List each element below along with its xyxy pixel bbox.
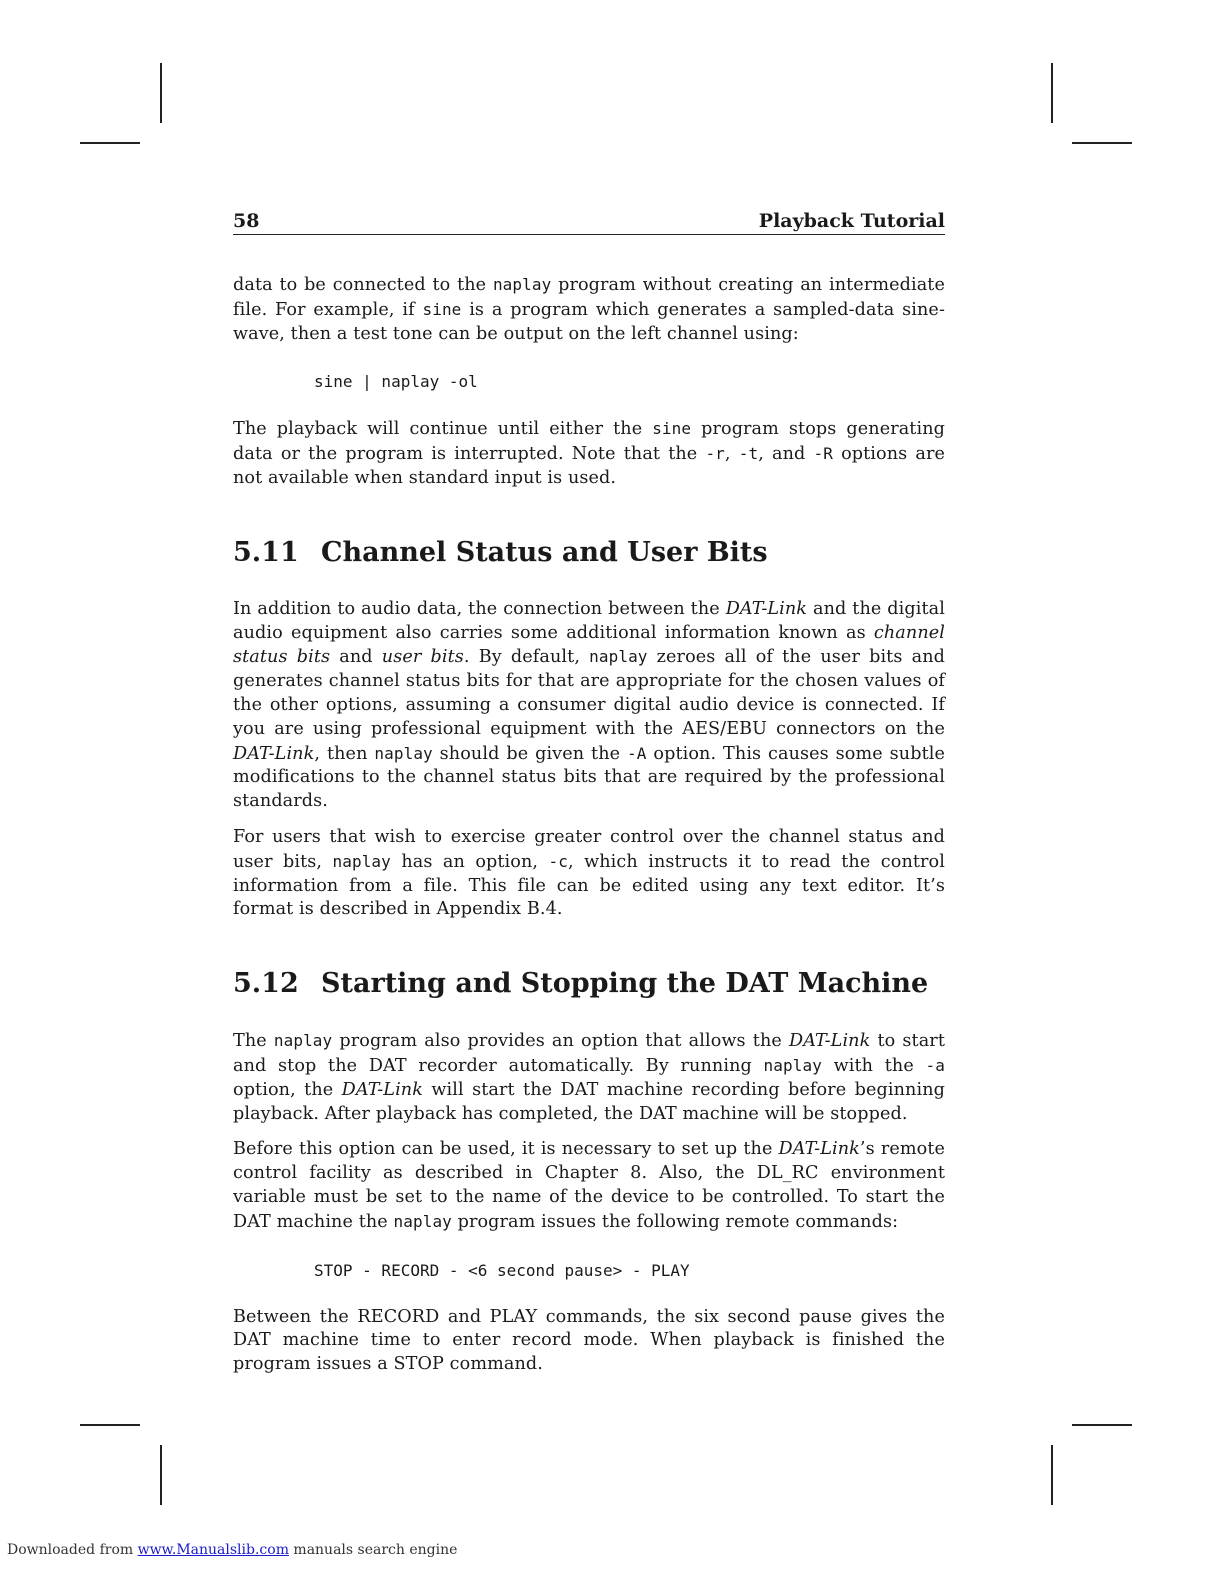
- section-5-12-paragraph-2: Before this option can be used, it is necessary to set up the DAT-Link’s remote control facility as described in Chapter 8. Also, the DL_RC environment variable must be set to the name of the device to be controlled. To start the DAT machine the naplay program issues the following remote commands:: [233, 1139, 946, 1232]
- page-number: 58: [233, 210, 260, 232]
- section-heading-5-11: [233, 537, 945, 568]
- manualslib-link[interactable]: www.Manualslib.com: [137, 1542, 289, 1558]
- section-number: 5.11: [233, 536, 299, 568]
- download-footer: Downloaded from www.Manualslib.com manuals search engine: [7, 1542, 458, 1558]
- section-number: 5.12: [233, 968, 299, 1000]
- code-example-pipe: sine | naplay -ol: [314, 372, 478, 392]
- section-title: Starting and Stopping the DAT Machine: [321, 968, 929, 1000]
- section-5-12-paragraph-1: The naplay program also provides an option that allows the DAT-Link to start and stop the DAT recorder automatically. By running naplay with the -a option, the DAT-Link will start the DAT machine recording before beginning playback. After playback has completed, the DAT machine will be stopped.: [233, 1031, 945, 1124]
- intro-paragraph-2: The playback will continue until either the sine program stops generating data or the program is interrupted. Note that the -r, -t, and -R options are not available when standard input is used.: [233, 419, 946, 488]
- section-heading-5-12: [233, 968, 945, 999]
- running-header: [233, 210, 945, 235]
- crop-mark: [1072, 1424, 1132, 1426]
- crop-mark: [1072, 142, 1132, 144]
- section-5-12-paragraph-3: Between the RECORD and PLAY commands, the six second pause gives the DAT machine time to enter record mode. When playback is finished the program issues a STOP command.: [233, 1306, 945, 1375]
- page-content: [233, 210, 945, 1377]
- code-example-remote-commands: STOP - RECORD - <6 second pause> - PLAY: [314, 1260, 690, 1280]
- crop-mark: [1051, 63, 1053, 123]
- chapter-title: Playback Tutorial: [758, 210, 945, 232]
- crop-mark: [80, 1424, 140, 1426]
- crop-mark: [80, 142, 140, 144]
- crop-mark: [1051, 1445, 1053, 1505]
- crop-mark: [160, 63, 162, 123]
- intro-paragraph-1: data to be connected to the naplay program without creating an intermediate file. For example, if sine is a program which generates a sampled-data sine-wave, then a test tone can be output on the left channel using:: [233, 275, 945, 344]
- section-5-11-paragraph-1: In addition to audio data, the connection between the DAT-Link and the digital audio equipment also carries some additional information known as channel status bits and user bits. By default, naplay zeroes all of the user bits and generates channel status bits for that are appropriate for the chosen values of the other options, assuming a consumer digital audio device is connected. If you are using professional equipment with the AES/EBU connectors on the DAT-Link, then naplay should be given the -A option. This causes some subtle modifications to the channel status bits that are required by the professional standards.: [233, 598, 946, 812]
- crop-mark: [160, 1445, 162, 1505]
- section-5-11-paragraph-2: For users that wish to exercise greater control over the channel status and user bits, naplay has an option, -c, which instructs it to read the control information from a file. This file can be edited using any text editor. It’s format is described in Appendix B.4.: [233, 826, 945, 920]
- section-title: Channel Status and User Bits: [321, 536, 768, 568]
